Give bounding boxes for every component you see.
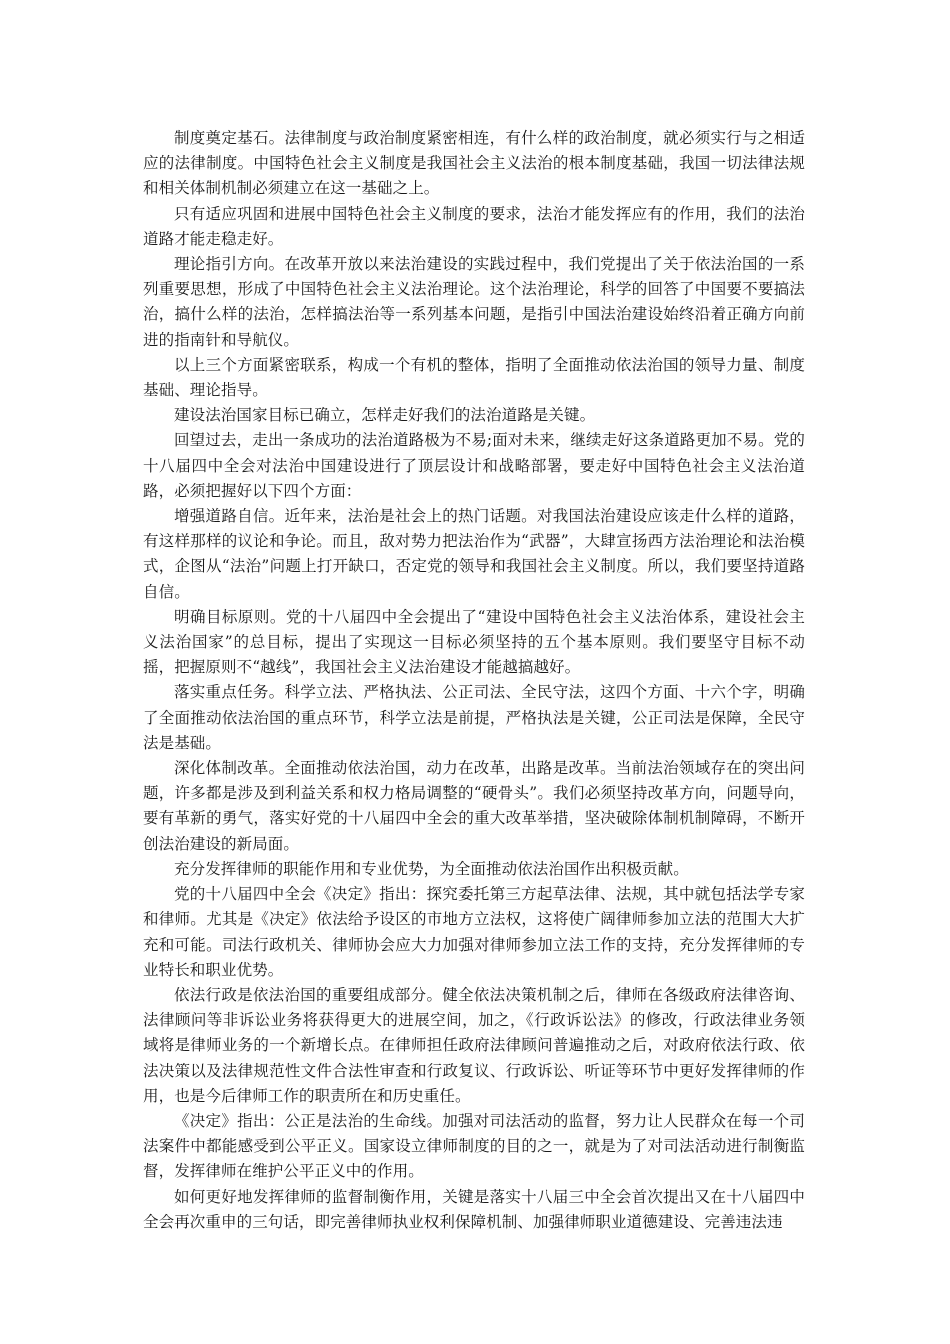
paragraph: 充分发挥律师的职能作用和专业优势，为全面推动依法治国作出积极贡献。 <box>174 859 689 878</box>
paragraph: 以上三个方面紧密联系，构成一个有机的整体，指明了全面推动依法治国的领导力量、制度基础、理论指导。 <box>143 355 805 400</box>
paragraph: 理论指引方向。在改革开放以来法治建设的实践过程中，我们党提出了关于依法治国的一系列重要思想，形成了中国特色社会主义法治理论。这个法治理论，科学的回答了中国要不要搞法治，搞什么样的法治，怎样搞法治等一系列基本问题，是指引中国法治建设始终沿着正确方向前进的指南针和导航仪。 <box>143 255 805 349</box>
paragraph: 《决定》指出：公正是法治的生命线。加强对司法活动的监督，努力让人民群众在每一个司法案件中都能感受到公平正义。国家设立律师制度的目的之一，就是为了对司法活动进行制衡监督，发挥律师在维护公平正义中的作用。 <box>143 1111 805 1181</box>
document-body <box>143 126 805 1235</box>
paragraph: 党的十八届四中全会《决定》指出：探究委托第三方起草法律、法规，其中就包括法学专家和律师。尤其是《决定》依法给予设区的市地方立法权，这将使广阔律师参加立法的范围大大扩充和可能。司法行政机关、律师协会应大力加强对律师参加立法工作的支持，充分发挥律师的专业特长和职业优势。 <box>143 885 805 979</box>
paragraph: 落实重点任务。科学立法、严格执法、公正司法、全民守法，这四个方面、十六个字，明确了全面推动依法治国的重点环节，科学立法是前提，严格执法是关键，公正司法是保障，全民守法是基础。 <box>143 683 805 752</box>
paragraph: 增强道路自信。近年来，法治是社会上的热门话题。对我国法治建设应该走什么样的道路，有这样那样的议论和争论。而且，敌对势力把法治作为“武器”，大肆宣扬西方法治理论和法治模式，企图从“法治”问题上打开缺口，否定党的领导和我国社会主义制度。所以，我们要坚持道路自信。 <box>143 507 805 601</box>
paragraph: 明确目标原则。党的十八届四中全会提出了“建设中国特色社会主义法治体系，建设社会主义法治国家”的总目标，提出了实现这一目标必须坚持的五个基本原则。我们要坚守目标不动摇，把握原则不“越线”，我国社会主义法治建设才能越搞越好。 <box>143 607 805 677</box>
paragraph: 制度奠定基石。法律制度与政治制度紧密相连，有什么样的政治制度，就必须实行与之相适应的法律制度。中国特色社会主义制度是我国社会主义法治的根本制度基础，我国一切法律法规和相关体制机制必须建立在这一基础之上。 <box>143 129 805 198</box>
paragraph: 建设法治国家目标已确立，怎样走好我们的法治道路是关键。 <box>174 406 596 425</box>
paragraph: 如何更好地发挥律师的监督制衡作用，关键是落实十八届三中全会首次提出又在十八届四中全会再次重申的三句话，即完善律师执业权利保障机制、加强律师职业道德建设、完善违法违 <box>143 1187 805 1231</box>
paragraph: 回望过去，走出一条成功的法治道路极为不易;面对未来，继续走好这条道路更加不易。党的十八届四中全会对法治中国建设进行了顶层设计和战略部署，要走好中国特色社会主义法治道路，必须把握好以下四个方面： <box>143 431 805 500</box>
paragraph: 只有适应巩固和进展中国特色社会主义制度的要求，法治才能发挥应有的作用，我们的法治道路才能走稳走好。 <box>143 204 805 248</box>
paragraph: 依法行政是依法治国的重要组成部分。健全依法决策机制之后，律师在各级政府法律咨询、法律顾问等非诉讼业务将获得更大的进展空间，加之，《行政诉讼法》的修改，行政法律业务领域将是律师业务的一个新增长点。在律师担任政府法律顾问普遍推动之后，对政府依法行政、依法决策以及法律规范性文件合法性审查和行政复议、行政诉讼、听证等环节中更好发挥律师的作用，也是今后律师工作的职责所在和历史重任。 <box>143 985 805 1105</box>
paragraph: 深化体制改革。全面推动依法治国，动力在改革，出路是改革。当前法治领域存在的突出问题，许多都是涉及到利益关系和权力格局调整的“硬骨头”。我们必须坚持改革方向，问题导向，要有革新的勇气，落实好党的十八届四中全会的重大改革举措，坚决破除体制机制障碍，不断开创法治建设的新局面。 <box>143 759 805 853</box>
